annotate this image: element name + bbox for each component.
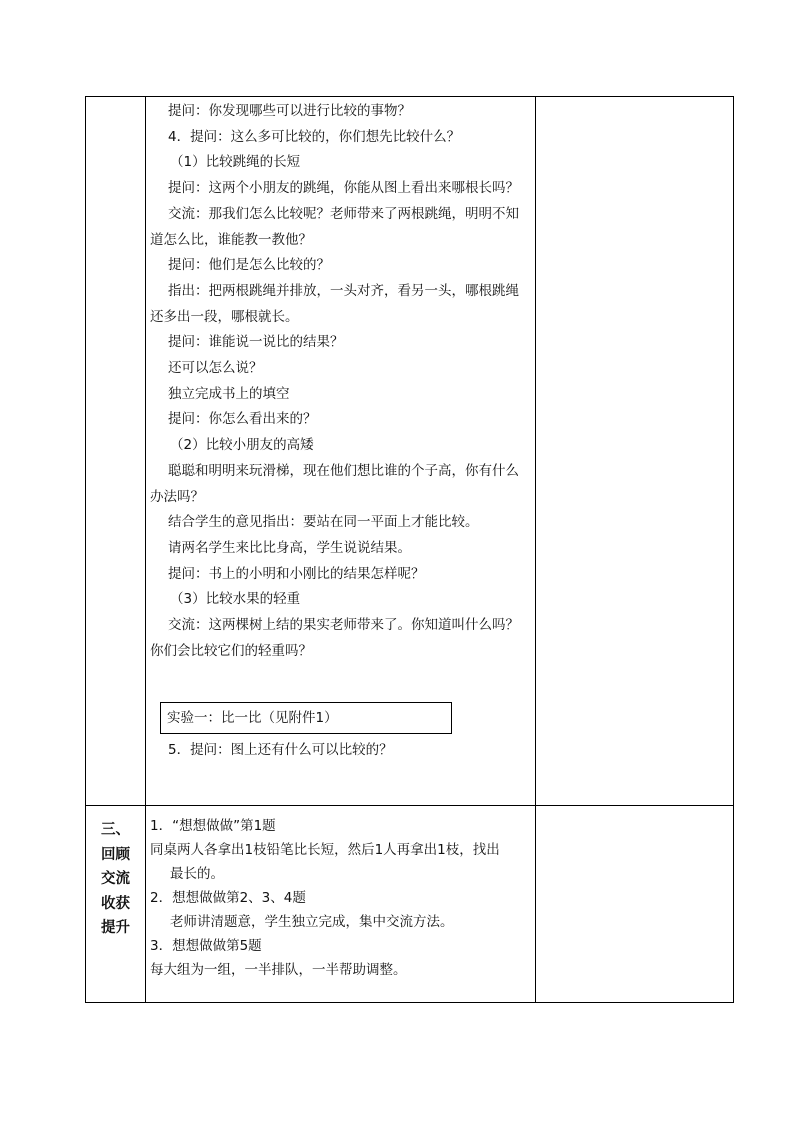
text-line: 还可以怎么说？ <box>168 360 263 377</box>
text-line: 老师讲清题意，学生独立完成，集中交流方法。 <box>170 914 454 930</box>
stage-cell-empty <box>86 97 146 806</box>
stage-cell-review <box>86 806 146 1003</box>
lesson-plan-table <box>85 96 734 1003</box>
text-line: 独立完成书上的填空 <box>168 385 290 402</box>
text-line: 5．提问：图上还有什么可以比较的？ <box>168 742 393 759</box>
text-line: 交流：这两棵树上结的果实老师带来了。你知道叫什么吗？ <box>168 617 519 634</box>
notes-cell-empty <box>536 97 734 806</box>
stage-label-line: 提升 <box>101 920 130 936</box>
text-line: 提问：书上的小明和小刚比的结果怎样呢？ <box>168 565 425 582</box>
text-line: 1．“想想做做”第1题 <box>150 818 276 834</box>
text-line: （1）比较跳绳的长短 <box>170 154 301 171</box>
text-line: 同桌两人各拿出1枝铅笔比长短，然后1人再拿出1枝，找出 <box>150 842 500 858</box>
stage-label-line: 回顾 <box>101 846 130 863</box>
stage-label-line: 交流 <box>101 871 130 887</box>
text-line: 道怎么比，谁能教一教他？ <box>150 231 312 248</box>
text-line: 2．想想做做第2、3、4题 <box>150 890 306 906</box>
text-line: 提问：你发现哪些可以进行比较的事物？ <box>168 103 411 119</box>
stage-label <box>86 806 145 941</box>
text-line: 还多出一段，哪根就长。 <box>150 308 299 325</box>
text-line: 提问：谁能说一说比的结果？ <box>168 334 344 351</box>
content-cell-section1 <box>146 97 536 806</box>
text-line: 每大组为一组，一半排队，一半帮助调整。 <box>150 962 407 978</box>
content-cell-section2 <box>146 806 536 1003</box>
text-line: 3．想想做做第5题 <box>150 938 262 954</box>
text-line: 4．提问：这么多可比较的，你们想先比较什么？ <box>168 128 461 145</box>
text-line: 指出：把两根跳绳并排放，一头对齐，看另一头，哪根跳绳 <box>168 282 519 299</box>
text-line: 提问：你怎么看出来的？ <box>168 411 317 428</box>
blank-space <box>150 664 531 696</box>
notes-cell-empty <box>536 806 734 1003</box>
experiment-box: 实验一：比一比（见附件1） <box>160 702 452 734</box>
text-line: （3）比较水果的轻重 <box>170 591 301 608</box>
table-row-teaching-process <box>86 97 734 806</box>
table-row-review <box>86 806 734 1003</box>
text-line: 交流：那我们怎么比较呢？老师带来了两根跳绳，明明不知 <box>168 205 519 222</box>
text-line: 请两名学生来比比身高，学生说说结果。 <box>168 539 411 556</box>
text-line: 最长的。 <box>170 866 224 882</box>
text-line: 结合学生的意见指出：要站在同一平面上才能比较。 <box>168 514 479 531</box>
text-line: 办法吗？ <box>150 488 204 505</box>
text-line: （2）比较小朋友的高矮 <box>170 437 314 454</box>
text-line: 提问：他们是怎么比较的？ <box>168 257 330 274</box>
text-line: 提问：这两个小朋友的跳绳，你能从图上看出来哪根长吗？ <box>168 180 519 197</box>
text-line: 聪聪和明明来玩滑梯，现在他们想比谁的个子高，你有什么 <box>168 462 519 479</box>
stage-label-line: 三、 <box>101 822 130 838</box>
text-line: 你们会比较它们的轻重吗？ <box>150 642 312 659</box>
stage-label-line: 收获 <box>101 895 130 912</box>
